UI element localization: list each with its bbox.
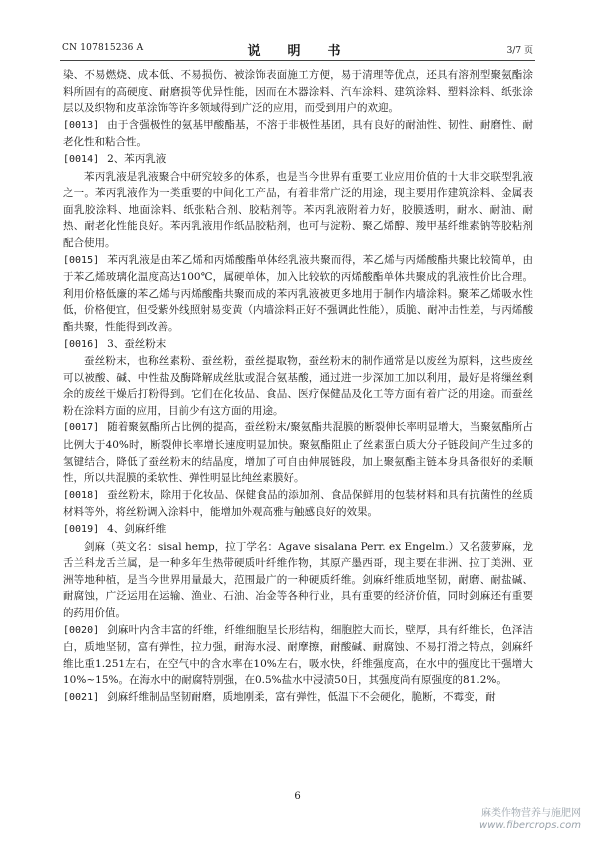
paragraph-number: [0016]	[63, 338, 100, 350]
paragraph-number: [0021]	[63, 691, 100, 703]
watermark	[479, 808, 581, 832]
paragraph-text: 染、不易燃烧、成本低、不易损伤、被涂饰表面施工方便，易于清理等优点，还具有溶剂型聚氨酯涂料所固有的高硬度、耐磨损等优异性能，因而在木器涂料、汽车涂料、建筑涂料、塑料涂料、纸张涂层以及织物和皮革涂饰等许多领域得到广泛的应用，而受到用户的欢迎。	[63, 69, 533, 115]
document-title: 说 明 书	[247, 44, 348, 59]
header-rule	[60, 60, 535, 61]
paragraph-0020	[63, 622, 533, 689]
paragraph-0015	[63, 252, 533, 336]
paragraph-text: 苯丙乳液是乳液聚合中研究较多的体系，也是当今世界有重要工业应用价值的十大非交联型乳液之一。苯丙乳液作为一类重要的中间化工产品，有着非常广泛的用途，现主要用作建筑涂料、金属表面乳胶涂料、地面涂料、纸张粘合剂、胶粘剂等。苯丙乳液附着力好，胶膜透明，耐水、耐油、耐热、耐老化性能良好。苯丙乳液用作纸品胶粘剂，也可与淀粉、聚乙烯醇、羧甲基纤维素钠等胶粘剂配合使用。	[63, 170, 533, 249]
paragraph-0016	[63, 336, 533, 354]
page-indicator: 3/7 页	[506, 46, 533, 56]
paragraph-text: 剑麻（英文名：sisal hemp，拉丁学名：Agave sisalana Perr. ex Engelm.）又名菠萝麻，龙舌兰科龙舌兰属，是一种多年生热带硬质叶纤维作物，其原产墨西哥，现主要在非洲、拉丁美洲、亚洲等地种植，是当今世界用量最大，范围最广的一种硬质纤维。剑麻纤维质地坚韧，耐磨、耐盐碱、耐腐蚀，广泛运用在运输、渔业、石油、冶金等各种行业，具有重要的经济价值，同时剑麻还有重要的药用价值。	[63, 540, 533, 619]
paragraph-text: 剑麻纤维制品坚韧耐磨，质地刚柔，富有弹性，低温下不会硬化，脆断，不霉变，耐	[107, 690, 496, 703]
paragraph-number: [0013]	[63, 119, 100, 131]
paragraph-text: 剑麻叶内含丰富的纤维，纤维细胞呈长形结构，细胞腔大而长，壁厚，具有纤维长，色泽洁白，质地坚韧，富有弹性，拉力强，耐海水浸、耐摩擦，耐酸碱、耐腐蚀、不易打滑之特点，剑麻纤维比重1.251左右，在空气中的含水率在10%左右，吸水快，纤维强度高，在水中的强度比干强增大10%~15%。在海水中的耐腐特别强，在0.5%盐水中浸渍50日，其强度尚有原强度的81.2%。	[63, 623, 533, 687]
patent-number: CN 107815236 A	[62, 43, 144, 53]
watermark-url: www.fibercrops.com	[479, 820, 581, 831]
paragraph-number: [0020]	[63, 624, 100, 636]
paragraph-0012-cont	[63, 67, 533, 117]
paragraph-0019	[63, 521, 533, 539]
paragraph-text: 由于含强极性的氨基甲酸酯基，不溶于非极性基团，具有良好的耐油性、韧性、耐磨性、耐老化性和粘合性。	[63, 118, 533, 149]
paragraph-silk-powder-intro	[63, 353, 533, 419]
paragraph-number: [0014]	[63, 153, 100, 165]
section-heading: 3、蚕丝粉末	[107, 337, 167, 350]
page-header	[60, 40, 535, 58]
document-body	[63, 67, 533, 707]
paragraph-text: 苯丙乳液是由苯乙烯和丙烯酸酯单体经乳液共聚而得，苯乙烯与丙烯酸酯共聚比较简单，由于苯乙烯玻璃化温度高达100℃，属硬单体，加入比较软的丙烯酸酯单体共聚成的乳液性价比合理。利用价格低廉的苯乙烯与丙烯酸酯共聚而成的苯丙乳液被更多地用于制作内墙涂料。聚苯乙烯吸水性低，价格便宜，但受紫外线照射易变黄（内墙涂料正好不强调此性能），质脆、耐冲击性差，与丙烯酸酯共聚，性能得到改善。	[63, 253, 533, 333]
paragraph-number: [0019]	[63, 524, 100, 536]
page-number: 6	[294, 791, 301, 802]
paragraph-0014	[63, 151, 533, 169]
watermark-site-name: 麻类作物营养与施肥网	[481, 808, 581, 819]
paragraph-number: [0017]	[63, 422, 100, 434]
paragraph-text: 随着聚氨酯所占比例的提高，蚕丝粉末/聚氨酯共混膜的断裂伸长率明显增大，当聚氨酯所占比例大于40%时，断裂伸长率增长速度明显加快。聚氨酯阻止了丝素蛋白质大分子链段间产生过多的氢键结合，降低了蚕丝粉末的结晶度，增加了可自由伸展链段，加上聚氨酯主链本身具备很好的柔顺性，所以共混膜的柔软性、弹性明显比纯丝素膜好。	[63, 421, 533, 485]
paragraph-0021	[63, 689, 533, 707]
paragraph-styrene-acrylic-intro	[63, 169, 533, 252]
section-heading: 2、苯丙乳液	[107, 152, 167, 165]
paragraph-sisal-intro	[63, 539, 533, 622]
paragraph-number: [0018]	[63, 489, 100, 501]
paragraph-number: [0015]	[63, 254, 100, 266]
section-heading: 4、剑麻纤维	[107, 523, 167, 536]
paragraph-0013	[63, 117, 533, 151]
paragraph-0018	[63, 487, 533, 521]
paragraph-text: 蚕丝粉末，也称丝素粉、蚕丝粉，蚕丝提取物，蚕丝粉末的制作通常是以废丝为原料，这些废丝可以被酸、碱、中性盐及酶降解成丝肽或混合氨基酸，通过进一步深加工加以利用，最好是将缫丝剩余的废丝干燥后打粉得到。它们在化妆品、食品、医疗保健品及化工等方面有着广泛的用途。而蚕丝粉在涂料方面的应用，目前少有这方面的用途。	[63, 355, 533, 417]
paragraph-text: 蚕丝粉末，除用于化妆品、保健食品的添加剂、食品保鲜用的包装材料和具有抗菌性的丝质材料等外，将丝粉调入涂料中，能增加外观高雅与触感良好的效果。	[63, 488, 533, 519]
paragraph-0017	[63, 419, 533, 486]
